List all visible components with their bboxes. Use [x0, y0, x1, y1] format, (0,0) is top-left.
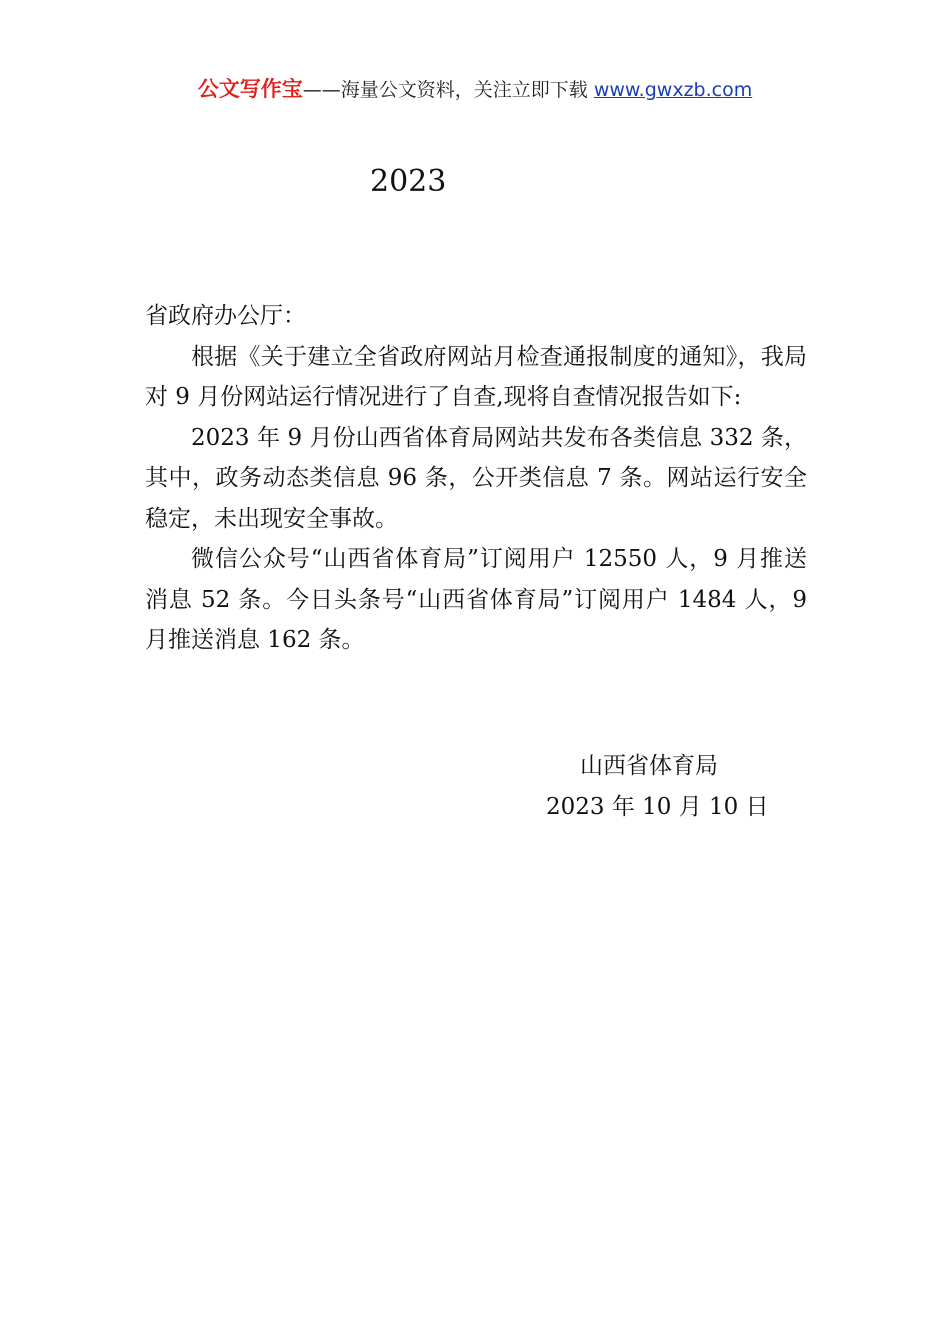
signature-organization: 山西省体育局 — [580, 753, 718, 779]
signature-date: 2023 年 10 月 10 日 — [546, 793, 769, 820]
salutation: 省政府办公厅： — [145, 303, 306, 329]
body-paragraph: 根据《关于建立全省政府网站月检查通报制度的通知》，我局对 9 月份网站运行情况进行了自查,现将自查情况报告如下: — [145, 343, 807, 410]
document-title: 2023 — [370, 164, 447, 199]
signature-block — [540, 746, 780, 827]
document-body — [145, 296, 807, 661]
body-paragraph: 2023 年 9 月份山西省体育局网站共发布各类信息 332 条，其中，政务动态类信息 96 条，公开类信息 7 条。网站运行安全稳定，未出现安全事故。 — [145, 424, 807, 532]
header-banner — [0, 74, 950, 105]
brand-name: 公文写作宝 — [197, 77, 303, 101]
website-link[interactable]: www.gwxzb.com — [593, 79, 753, 101]
banner-tagline: ——海量公文资料，关注立即下载 — [302, 79, 594, 101]
body-paragraph: 微信公众号“山西省体育局”订阅用户 12550 人，9 月推送消息 52 条。今日头条号“山西省体育局”订阅用户 1484 人，9 月推送消息 162 条。 — [145, 546, 807, 653]
